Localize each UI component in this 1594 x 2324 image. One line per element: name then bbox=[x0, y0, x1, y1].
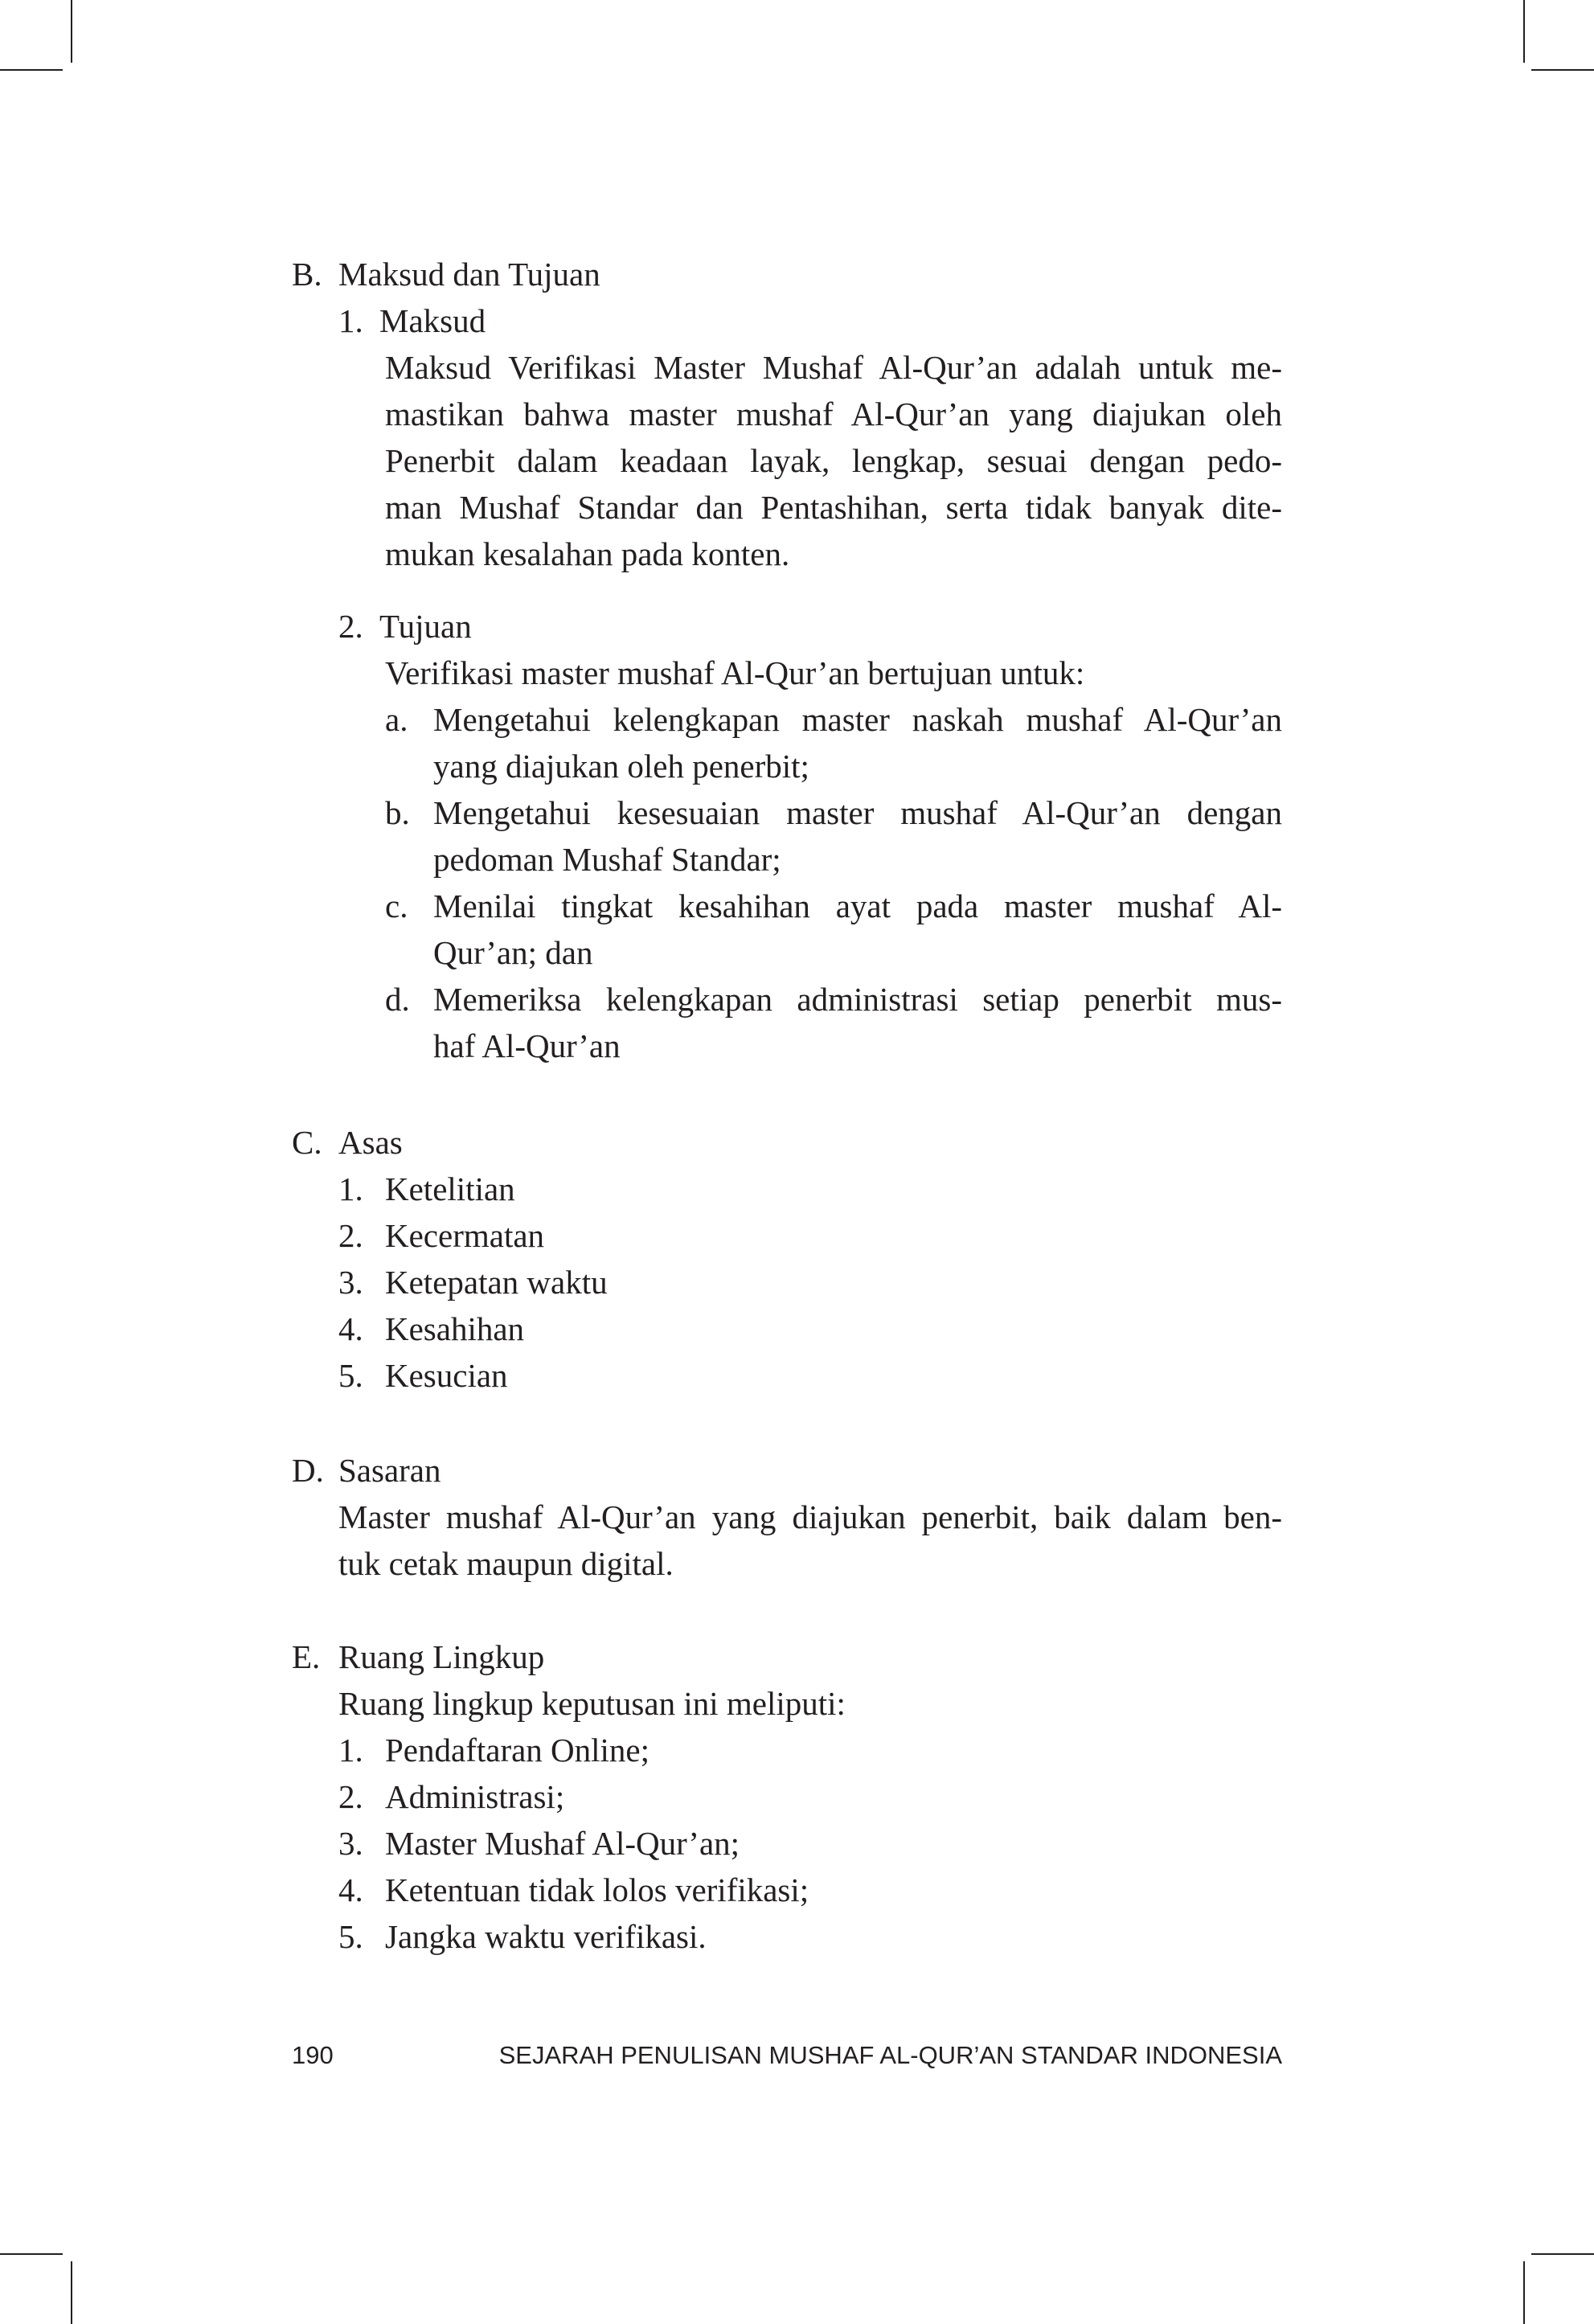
crop-mark bbox=[1523, 0, 1525, 63]
section-intro: Ruang lingkup keputusan ini meliputi: bbox=[338, 1685, 846, 1722]
list-item: Jangka waktu verifikasi. bbox=[385, 1918, 707, 1955]
subsection-title: Maksud bbox=[379, 302, 486, 339]
list-item-line: pedoman Mushaf Standar; bbox=[433, 841, 781, 878]
list-item: Kesucian bbox=[385, 1357, 508, 1394]
list-item-line: yang diajukan oleh penerbit; bbox=[433, 748, 809, 785]
list-item: Kecermatan bbox=[385, 1217, 545, 1254]
section-marker: C. bbox=[292, 1124, 322, 1161]
subsection-marker: 2. bbox=[338, 608, 363, 645]
list-marker: a. bbox=[385, 701, 408, 738]
subsection-intro: Verifikasi master mushaf Al-Qur’an bertujuan untuk: bbox=[385, 654, 1085, 691]
list-item: Administrasi; bbox=[385, 1778, 565, 1815]
section-marker: D. bbox=[292, 1452, 324, 1489]
list-marker: 1. bbox=[338, 1170, 363, 1207]
running-title: SEJARAH PENULISAN MUSHAF AL-QUR’AN STANDAR INDONESIA bbox=[498, 2041, 1282, 2069]
paragraph-line: man Mushaf Standar dan Pentashihan, serta tidak banyak dite- bbox=[385, 489, 1282, 526]
section-marker: E. bbox=[292, 1638, 321, 1675]
list-item: Ketepatan waktu bbox=[385, 1264, 608, 1301]
crop-mark bbox=[71, 2261, 72, 2324]
paragraph-line: Penerbit dalam keadaan layak, lengkap, sesuai dengan pedo- bbox=[385, 442, 1282, 479]
list-marker: 4. bbox=[338, 1871, 363, 1908]
list-marker: 2. bbox=[338, 1778, 363, 1815]
crop-mark bbox=[1531, 2253, 1594, 2255]
list-item: Kesahihan bbox=[385, 1310, 525, 1347]
list-item-line: haf Al-Qur’an bbox=[433, 1027, 621, 1064]
paragraph-line: tuk cetak maupun digital. bbox=[338, 1545, 674, 1582]
list-item-line: Memeriksa kelengkapan administrasi setiap penerbit mus- bbox=[433, 981, 1282, 1018]
page-number: 190 bbox=[292, 2041, 334, 2069]
list-item: Ketentuan tidak lolos verifikasi; bbox=[385, 1871, 809, 1908]
list-item-line: Menilai tingkat kesahihan ayat pada master mushaf Al- bbox=[433, 887, 1282, 924]
list-marker: 5. bbox=[338, 1357, 363, 1394]
section-marker: B. bbox=[292, 256, 322, 293]
list-marker: 3. bbox=[338, 1825, 363, 1862]
list-item: Master Mushaf Al-Qur’an; bbox=[385, 1825, 740, 1862]
list-item: Ketelitian bbox=[385, 1170, 515, 1207]
list-marker: 4. bbox=[338, 1310, 363, 1347]
crop-mark bbox=[0, 2253, 63, 2255]
paragraph-line: Master mushaf Al-Qur’an yang diajukan penerbit, baik dalam ben- bbox=[338, 1498, 1282, 1535]
list-item-line: Qur’an; dan bbox=[433, 934, 593, 971]
subsection-marker: 1. bbox=[338, 302, 363, 339]
paragraph-line: mastikan bahwa master mushaf Al-Qur’an yang diajukan oleh bbox=[385, 396, 1282, 432]
subsection-title: Tujuan bbox=[379, 608, 472, 645]
paragraph-line: Maksud Verifikasi Master Mushaf Al-Qur’an adalah untuk me- bbox=[385, 349, 1282, 386]
list-item-line: Mengetahui kesesuaian master mushaf Al-Qur’an dengan bbox=[433, 794, 1282, 831]
section-title: Maksud dan Tujuan bbox=[338, 256, 600, 293]
list-marker: c. bbox=[385, 887, 408, 924]
list-marker: 3. bbox=[338, 1264, 363, 1301]
crop-mark bbox=[71, 0, 72, 63]
list-marker: 2. bbox=[338, 1217, 363, 1254]
section-title: Asas bbox=[338, 1124, 403, 1161]
crop-mark bbox=[1523, 2261, 1525, 2324]
section-title: Sasaran bbox=[338, 1452, 441, 1489]
list-item-line: Mengetahui kelengkapan master naskah mushaf Al-Qur’an bbox=[433, 701, 1282, 738]
crop-mark bbox=[1531, 69, 1594, 71]
section-title: Ruang Lingkup bbox=[338, 1638, 545, 1675]
list-marker: 1. bbox=[338, 1732, 363, 1769]
list-marker: 5. bbox=[338, 1918, 363, 1955]
list-marker: b. bbox=[385, 794, 410, 831]
crop-mark bbox=[0, 69, 63, 71]
paragraph-line: mukan kesalahan pada konten. bbox=[385, 535, 790, 572]
list-item: Pendaftaran Online; bbox=[385, 1732, 650, 1769]
list-marker: d. bbox=[385, 981, 410, 1018]
